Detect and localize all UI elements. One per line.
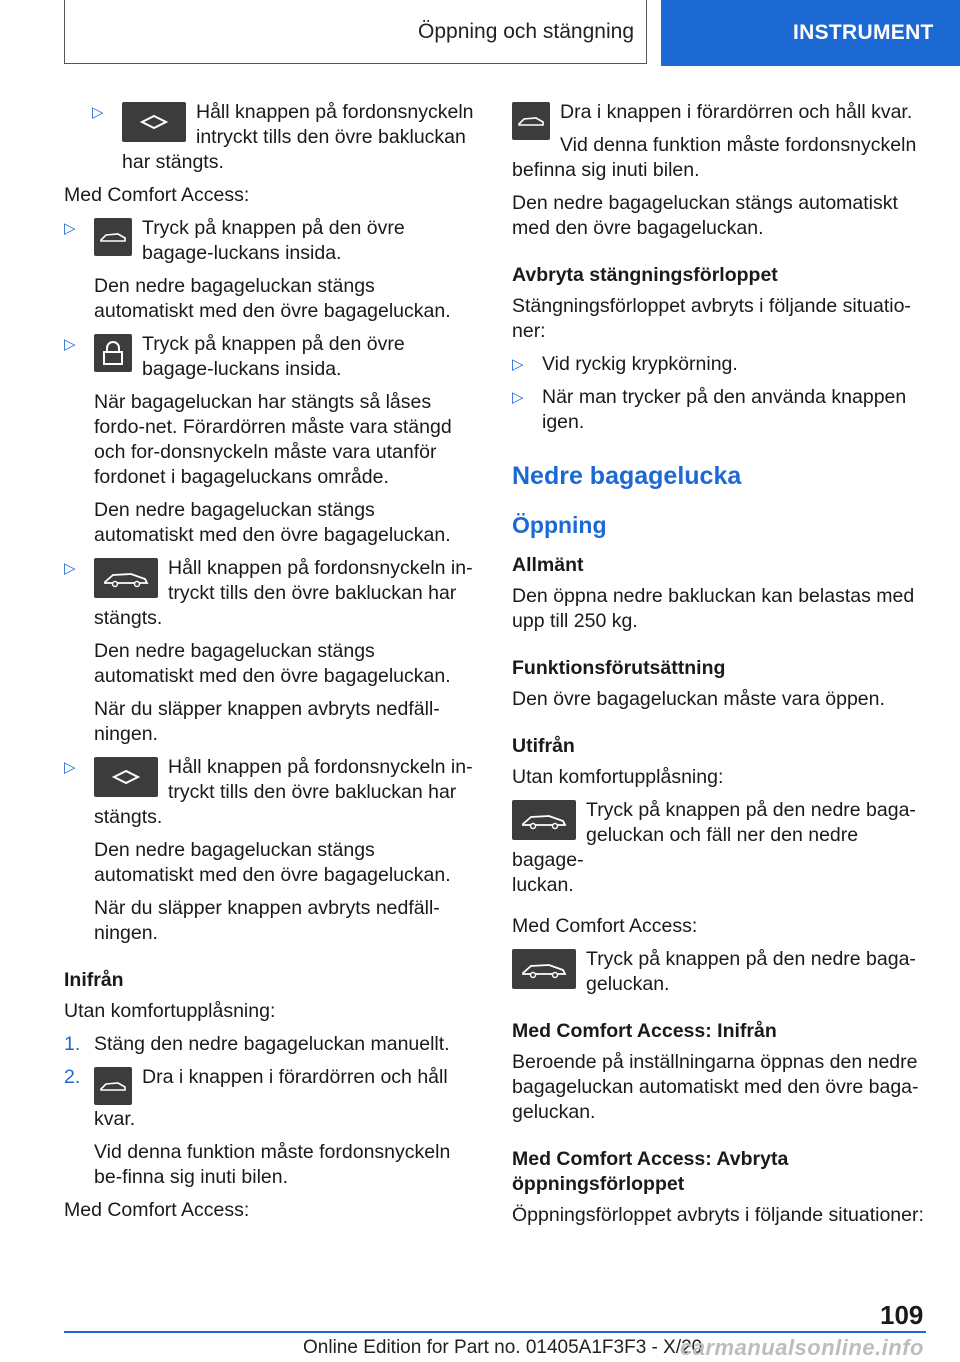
section-title: Öppning och stängning [64,0,647,64]
paragraph: Tryck på knappen på den nedre baga-geluckan och fäll ner den nedre bagage- [512,799,916,871]
number-marker: 2. [64,1066,81,1088]
paragraph: Den nedre bagageluckan stängs automatiskt med den övre bagageluckan. [512,192,898,239]
key-button-icon [94,757,158,797]
bullet-marker: ▷ [64,336,76,353]
icon-paragraph [512,947,926,997]
footer-rule [64,1331,926,1333]
paragraph: Med Comfort Access: [512,915,698,937]
list-text: Tryck på knappen på den övre bagage-luckans insida. [142,217,405,264]
list-text: Håll knappen på fordonsnyckeln intryckt tills den övre bakluckan [196,101,474,148]
list-text-cont: har stängts. [122,151,224,173]
paragraph: Den öppna nedre bakluckan kan belastas med upp till 250 kg. [512,585,915,632]
page-number: 109 [880,1300,924,1330]
bullet-marker: ▷ [512,389,524,406]
car-tailgate-icon [512,949,576,989]
icon-paragraph [512,100,926,183]
numbered-item [64,1032,476,1057]
list-text: Tryck på knappen på den övre bagage-luckans insida. [142,333,405,380]
list-text-cont: kvar. [94,1108,136,1130]
page-header [0,0,960,66]
right-column [512,100,926,1236]
subheading: Med Comfort Access: Avbryta öppningsförloppet [512,1148,789,1195]
paragraph: Stängningsförloppet avbryts i följande situatio-ner: [512,295,911,342]
left-column [64,100,476,1231]
list-item [64,755,476,946]
lock-icon [94,334,132,372]
subheading: Avbryta stängningsförloppet [512,264,778,286]
list-note: Den nedre bagageluckan stängs automatiskt med den övre bagageluckan. [94,839,451,886]
list-item [512,352,926,377]
list-item [64,332,476,548]
bullet-marker: ▷ [512,356,524,373]
list-note: Den nedre bagageluckan stängs automatiskt med den övre bagageluckan. [94,499,451,546]
number-marker: 1. [64,1033,81,1055]
list-item [64,100,476,175]
paragraph: Tryck på knappen på den nedre baga-geluckan. [586,948,916,995]
icon-paragraph [512,798,926,898]
subheading: Funktionsförutsättning [512,657,726,679]
footer-edition: Online Edition for Part no. 01405A1F3F3 - X/20 [303,1337,703,1358]
subsection-heading: Öppning [512,512,607,538]
list-note: Den nedre bagageluckan stängs automatiskt med den övre bagageluckan. [94,275,451,322]
numbered-item [64,1065,476,1190]
paragraph-cont: luckan. [512,874,574,896]
subheading: Med Comfort Access: Inifrån [512,1020,777,1042]
bullet-marker: ▷ [64,560,76,577]
car-tailgate-icon [94,218,132,256]
list-note: När du släpper knappen avbryts nedfäll-ningen. [94,698,440,745]
watermark: carmanualsonline.info [680,1335,924,1360]
paragraph: Öppningsförloppet avbryts i följande situationer: [512,1204,924,1226]
list-item [64,216,476,324]
list-text: Dra i knappen i förardörren och håll [142,1066,448,1088]
list-text: Stäng den nedre bagageluckan manuellt. [94,1033,450,1055]
paragraph: Utan komfortupplåsning: [64,1000,276,1022]
list-text: När man trycker på den använda knappen igen. [542,386,907,433]
list-text-cont: stängts. [94,607,163,629]
chapter-tab: INSTRUMENT [661,0,960,66]
car-tailgate-icon [94,558,158,598]
list-note: När du släpper knappen avbryts nedfäll-ningen. [94,897,440,944]
bullet-marker: ▷ [64,220,76,237]
subheading: Inifrån [64,969,124,991]
list-item [64,556,476,747]
list-text-cont: stängts. [94,806,163,828]
paragraph: Utan komfortupplåsning: [512,766,724,788]
paragraph: Den övre bagageluckan måste vara öppen. [512,688,885,710]
section-heading: Nedre bagagelucka [512,462,742,490]
paragraph: Beroende på inställningarna öppnas den nedre bagageluckan automatiskt med den övre baga-geluckan. [512,1051,919,1123]
bullet-marker: ▷ [92,104,104,121]
paragraph: Dra i knappen i förardörren och håll kvar. [560,101,913,123]
list-note: Vid denna funktion måste fordonsnyckeln be-finna sig inuti bilen. [94,1141,451,1188]
bullet-marker: ▷ [64,759,76,776]
paragraph: Med Comfort Access: [64,1199,250,1221]
list-text: Håll knappen på fordonsnyckeln in-tryckt tills den övre bakluckan har [168,557,473,604]
key-button-icon [122,102,186,142]
subheading: Allmänt [512,554,584,576]
list-text: Håll knappen på fordonsnyckeln in-tryckt tills den övre bakluckan har [168,756,473,803]
list-note: När bagageluckan har stängts så låses fordo-net. Förardörren måste vara stängd och for-donsnyckeln måste vara utanför fordonet i bagageluckans område. [94,391,452,488]
car-tailgate-icon [512,800,576,840]
list-item [512,385,926,435]
car-tailgate-icon [512,102,550,140]
list-note: Den nedre bagageluckan stängs automatiskt med den övre bagageluckan. [94,640,451,687]
list-text: Vid ryckig krypkörning. [542,353,738,375]
car-tailgate-icon [94,1067,132,1105]
paragraph: Vid denna funktion måste fordonsnyckeln befinna sig inuti bilen. [512,134,917,181]
paragraph: Med Comfort Access: [64,184,250,206]
subheading: Utifrån [512,735,575,757]
